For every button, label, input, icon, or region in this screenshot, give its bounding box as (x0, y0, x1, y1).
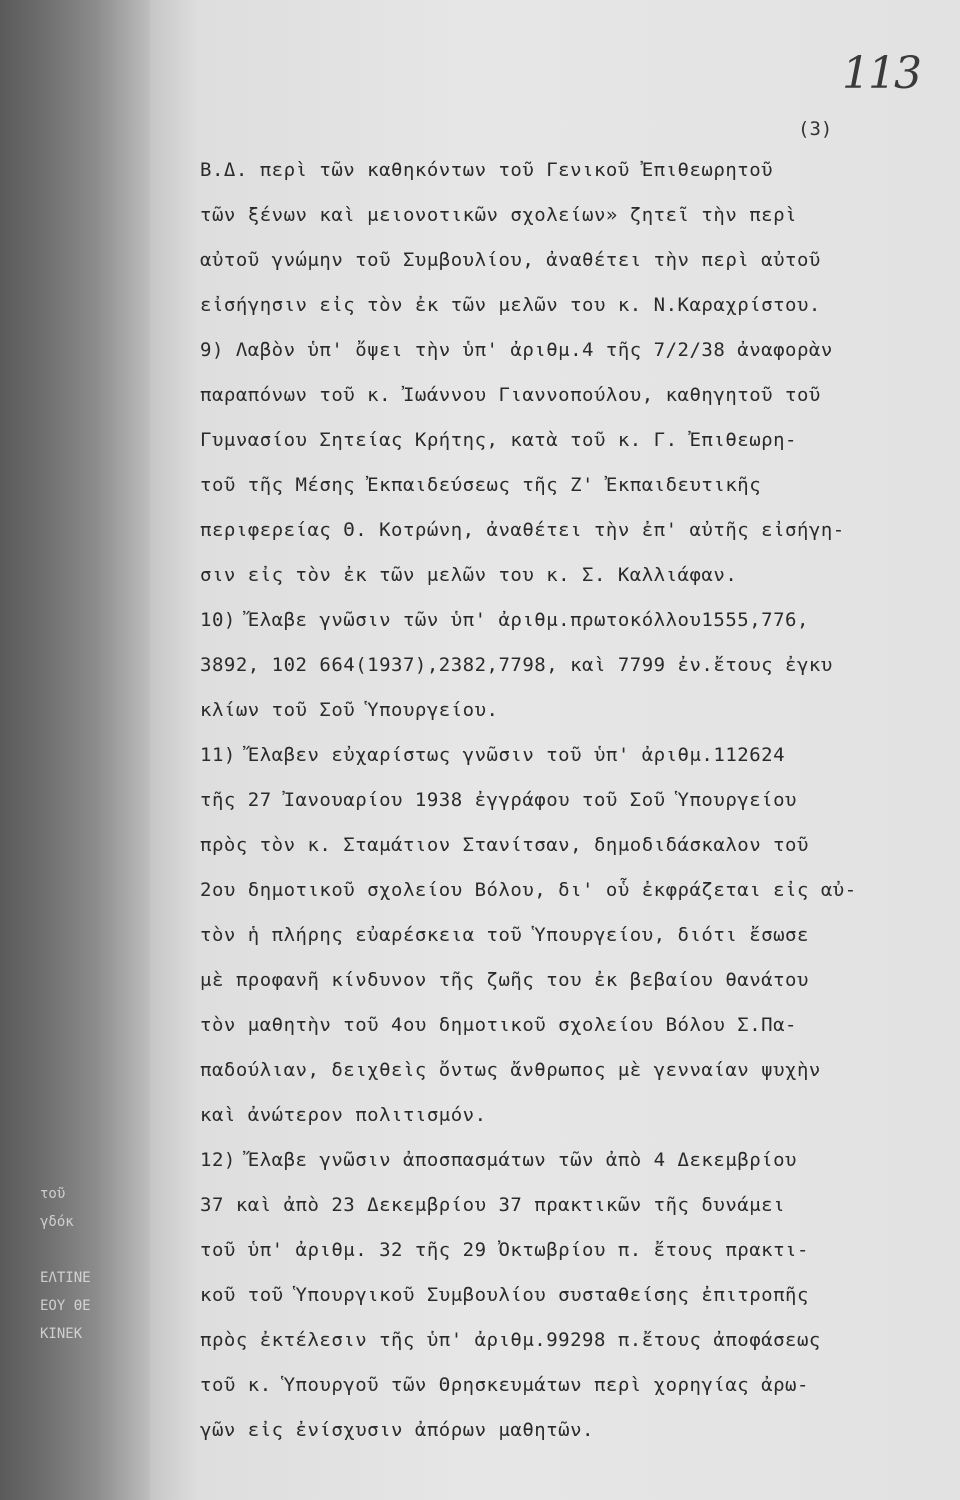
text-line: πρὸς τὸν κ. Σταμάτιον Στανίτσαν, δημοδιδάσκαλον τοῦ (200, 834, 809, 856)
text-line: Γυμνασίου Σητείας Κρήτης, κατὰ τοῦ κ. Γ. Ἐπιθεωρη- (200, 429, 797, 451)
text-line: σιν εἰς τὸν ἐκ τῶν μελῶν του κ. Σ. Καλλιάφαν. (200, 564, 738, 586)
text-line: περιφερείας Θ. Κοτρώνη, ἀναθέτει τὴν ἐπ' αὐτῆς εἰσήγη- (200, 519, 845, 541)
text-line: πρὸς ἐκτέλεσιν τῆς ὑπ' ἀριθμ.99298 π.ἔτους ἀποφάσεως (200, 1329, 821, 1351)
text-line: παραπόνων τοῦ κ. Ἰωάννου Γιαννοπούλου, καθηγητοῦ τοῦ (200, 384, 821, 406)
text-line: κοῦ τοῦ Ὑπουργικοῦ Συμβουλίου συσταθείσης ἐπιτροπῆς (200, 1284, 809, 1306)
text-line: τοῦ τῆς Μέσης Ἐκπαιδεύσεως τῆς Ζ' Ἐκπαιδευτικῆς (200, 474, 762, 496)
text-line: κλίων τοῦ Σοῦ Ὑπουργείου. (200, 699, 499, 721)
text-line: Β.Δ. περὶ τῶν καθηκόντων τοῦ Γενικοῦ Ἐπιθεωρητοῦ (200, 159, 774, 181)
text-line: 10) Ἔλαβε γνῶσιν τῶν ὑπ' ἀριθμ.πρωτοκόλλου1555,776, (200, 609, 809, 631)
text-line: 2ου δημοτικοῦ σχολείου Βόλου, δι' οὗ ἐκφράζεται εἰς αὐ- (200, 879, 857, 901)
text-line: 11) Ἔλαβεν εὐχαρίστως γνῶσιν τοῦ ὑπ' ἀριθμ.112624 (200, 744, 786, 766)
typed-text-body (200, 148, 930, 1453)
text-line: 9) Λαβὸν ὑπ' ὄψει τὴν ὑπ' ἀριθμ.4 τῆς 7/2/38 ἀναφορὰν (200, 339, 833, 361)
binding-fragment (40, 1236, 150, 1264)
text-line: τὸν ἡ πλήρης εὐαρέσκεια τοῦ Ὑπουργείου, διότι ἔσωσε (200, 924, 809, 946)
text-line: γῶν εἰς ἐνίσχυσιν ἀπόρων μαθητῶν. (200, 1419, 594, 1441)
text-line: παδούλιαν, δειχθεὶς ὄντως ἄνθρωπος μὲ γενναίαν ψυχὴν (200, 1059, 821, 1081)
text-line: τοῦ κ. Ὑπουργοῦ τῶν Θρησκευμάτων περὶ χορηγίας ἀρω- (200, 1374, 809, 1396)
handwritten-folio-number: 113 (842, 48, 920, 99)
text-line: τοῦ ὑπ' ἀριθμ. 32 τῆς 29 Ὀκτωβρίου π. ἔτους πρακτι- (200, 1239, 809, 1261)
binding-fragment: ΕΟΥ ΘΕ (40, 1298, 91, 1314)
text-line: καὶ ἀνώτερον πολιτισμόν. (200, 1104, 487, 1126)
binding-fragment: ΚΙΝΕΚ (40, 1326, 83, 1342)
text-line: αὐτοῦ γνώμην τοῦ Συμβουλίου, ἀναθέτει τὴν περὶ αὐτοῦ (200, 249, 821, 271)
binding-fragments (40, 1180, 150, 1348)
binding-fragment: γδόκ (40, 1214, 74, 1230)
text-line: 3892, 102 664(1937),2382,7798, καὶ 7799 ἐν.ἔτους ἐγκυ (200, 654, 833, 676)
text-line: μὲ προφανῆ κίνδυνον τῆς ζωῆς του ἐκ βεβαίου θανάτου (200, 969, 809, 991)
binding-fragment: τοῦ (40, 1186, 66, 1202)
binding-fragment: ΕΛΤΙΝΕ (40, 1270, 91, 1286)
text-line: τὸν μαθητὴν τοῦ 4ου δημοτικοῦ σχολείου Βόλου Σ.Πα- (200, 1014, 797, 1036)
text-line: τῶν ξένων καὶ μειονοτικῶν σχολείων» ζητεῖ τὴν περὶ (200, 204, 797, 226)
text-line: 12) Ἔλαβε γνῶσιν ἀποσπασμάτων τῶν ἀπὸ 4 Δεκεμβρίου (200, 1149, 797, 1171)
text-line: τῆς 27 Ἰανουαρίου 1938 ἐγγράφου τοῦ Σοῦ Ὑπουργείου (200, 789, 797, 811)
page-number: (3) (798, 118, 833, 140)
text-line: εἰσήγησιν εἰς τὸν ἐκ τῶν μελῶν του κ. Ν.Καραχρίστου. (200, 294, 821, 316)
text-line: 37 καὶ ἀπὸ 23 Δεκεμβρίου 37 πρακτικῶν τῆς δυνάμει (200, 1194, 786, 1216)
binding-margin (0, 0, 175, 1500)
